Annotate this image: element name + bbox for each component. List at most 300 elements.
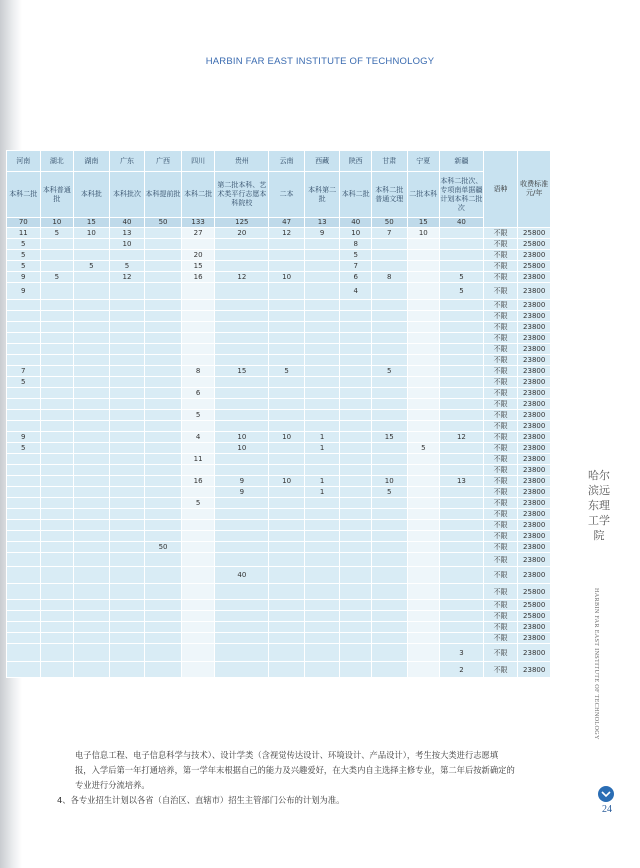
table-cell: [181, 531, 215, 542]
table-cell: [407, 432, 440, 443]
table-cell: [269, 399, 305, 410]
table-cell: [340, 498, 372, 509]
table-cell: 10: [215, 432, 269, 443]
table-cell: [145, 567, 182, 584]
table-cell: 15: [371, 432, 407, 443]
table-cell: [304, 239, 340, 250]
table-cell: [340, 531, 372, 542]
table-cell: [145, 443, 182, 454]
table-row: [7, 366, 551, 377]
table-cell: [74, 567, 110, 584]
table-row: [7, 476, 551, 487]
table-cell: [340, 443, 372, 454]
table-cell: 8: [371, 272, 407, 283]
table-cell: [371, 633, 407, 644]
table-cell: [40, 261, 74, 272]
table-cell: [7, 333, 41, 344]
table-cell: [371, 322, 407, 333]
table-cell: 9: [7, 432, 41, 443]
table-cell: 5: [407, 443, 440, 454]
batch-header: 本科第二批: [304, 172, 340, 218]
language-cell: 不限: [483, 644, 518, 662]
table-cell: [215, 333, 269, 344]
table-cell: [145, 377, 182, 388]
table-cell: [340, 355, 372, 366]
table-cell: [340, 399, 372, 410]
fee-cell: 25800: [518, 611, 551, 622]
table-cell: [7, 567, 41, 584]
table-cell: [304, 531, 340, 542]
table-cell: [269, 410, 305, 421]
table-cell: [440, 228, 484, 239]
table-cell: [407, 611, 440, 622]
table-cell: [340, 377, 372, 388]
table-cell: 8: [340, 239, 372, 250]
table-cell: 4: [181, 432, 215, 443]
table-cell: [215, 542, 269, 553]
table-cell: [74, 498, 110, 509]
language-cell: 不限: [483, 633, 518, 644]
table-cell: 5: [109, 261, 145, 272]
table-cell: [40, 239, 74, 250]
plan-count-cell: 15: [74, 218, 110, 228]
fee-cell: 23800: [518, 622, 551, 633]
table-cell: [269, 567, 305, 584]
table-cell: [145, 611, 182, 622]
table-cell: [109, 553, 145, 567]
table-cell: [269, 333, 305, 344]
table-cell: [40, 584, 74, 600]
table-cell: [145, 283, 182, 300]
table-cell: [407, 322, 440, 333]
table-cell: [407, 421, 440, 432]
language-cell: 不限: [483, 498, 518, 509]
table-cell: [407, 300, 440, 311]
language-cell: 不限: [483, 228, 518, 239]
table-cell: 15: [215, 366, 269, 377]
table-row: [7, 509, 551, 520]
chevron-down-icon: [598, 786, 614, 802]
table-cell: [109, 432, 145, 443]
table-cell: [407, 600, 440, 611]
fee-cell: 23800: [518, 250, 551, 261]
language-cell: 不限: [483, 300, 518, 311]
province-header: 河南: [7, 151, 41, 172]
table-cell: [407, 261, 440, 272]
fee-cell: 25800: [518, 261, 551, 272]
table-cell: [407, 622, 440, 633]
table-cell: [181, 311, 215, 322]
table-cell: [371, 250, 407, 261]
fee-cell: 23800: [518, 410, 551, 421]
table-cell: [7, 355, 41, 366]
batch-header: 本科普通批: [40, 172, 74, 218]
table-cell: [407, 644, 440, 662]
table-cell: [74, 600, 110, 611]
language-cell: 不限: [483, 443, 518, 454]
table-cell: [340, 662, 372, 678]
table-cell: [340, 611, 372, 622]
table-cell: [215, 465, 269, 476]
table-cell: 10: [340, 228, 372, 239]
language-cell: 不限: [483, 421, 518, 432]
table-cell: [145, 399, 182, 410]
table-cell: 6: [340, 272, 372, 283]
plan-count-cell: 40: [440, 218, 484, 228]
table-cell: [181, 542, 215, 553]
table-cell: [74, 388, 110, 399]
table-cell: [181, 662, 215, 678]
language-cell: 不限: [483, 542, 518, 553]
table-cell: [371, 239, 407, 250]
table-row: [7, 228, 551, 239]
table-cell: [40, 421, 74, 432]
table-cell: 5: [7, 377, 41, 388]
fee-cell: 23800: [518, 300, 551, 311]
province-header: 西藏: [304, 151, 340, 172]
table-cell: 5: [181, 410, 215, 421]
table-cell: [74, 333, 110, 344]
language-cell: 不限: [483, 344, 518, 355]
table-cell: [371, 344, 407, 355]
province-header: 陕西: [340, 151, 372, 172]
table-cell: [74, 432, 110, 443]
table-cell: [7, 584, 41, 600]
table-cell: [371, 333, 407, 344]
fee-cell: 23800: [518, 644, 551, 662]
table-row: [7, 600, 551, 611]
table-cell: 7: [371, 228, 407, 239]
table-cell: [40, 322, 74, 333]
table-cell: [215, 421, 269, 432]
table-cell: [40, 250, 74, 261]
table-cell: [269, 531, 305, 542]
table-row: [7, 421, 551, 432]
table-cell: [40, 567, 74, 584]
table-cell: [371, 454, 407, 465]
table-cell: [181, 584, 215, 600]
fee-cell: 23800: [518, 333, 551, 344]
table-cell: [40, 509, 74, 520]
batch-header: 本科批: [74, 172, 110, 218]
table-cell: [340, 311, 372, 322]
table-cell: [74, 509, 110, 520]
table-row: [7, 272, 551, 283]
fee-cell: 23800: [518, 432, 551, 443]
table-cell: [407, 355, 440, 366]
table-cell: [407, 410, 440, 421]
table-cell: [74, 465, 110, 476]
table-cell: [340, 333, 372, 344]
table-cell: [7, 410, 41, 421]
table-cell: [215, 410, 269, 421]
table-cell: [74, 377, 110, 388]
table-cell: [181, 553, 215, 567]
table-cell: [109, 584, 145, 600]
table-cell: [440, 300, 484, 311]
table-cell: [109, 300, 145, 311]
table-cell: [7, 600, 41, 611]
table-row: [7, 283, 551, 300]
language-cell: 不限: [483, 322, 518, 333]
table-cell: [340, 454, 372, 465]
table-cell: [7, 454, 41, 465]
table-cell: [109, 487, 145, 498]
table-cell: [40, 432, 74, 443]
table-cell: [440, 388, 484, 399]
table-cell: [440, 531, 484, 542]
table-row: [7, 388, 551, 399]
table-cell: [181, 567, 215, 584]
table-cell: [371, 465, 407, 476]
table-cell: [7, 531, 41, 542]
batch-header-row: [7, 172, 551, 218]
table-cell: [269, 542, 305, 553]
table-cell: [74, 611, 110, 622]
table-cell: [109, 355, 145, 366]
fee-cell: 23800: [518, 399, 551, 410]
table-cell: [74, 421, 110, 432]
table-cell: [269, 584, 305, 600]
table-cell: [181, 465, 215, 476]
fee-cell: 25800: [518, 600, 551, 611]
table-cell: [407, 388, 440, 399]
table-cell: 7: [7, 366, 41, 377]
table-cell: [440, 311, 484, 322]
table-cell: [181, 622, 215, 633]
table-cell: [340, 509, 372, 520]
table-cell: [407, 366, 440, 377]
table-cell: [181, 333, 215, 344]
table-cell: [269, 622, 305, 633]
language-cell: 不限: [483, 662, 518, 678]
table-cell: [181, 377, 215, 388]
table-row: [7, 520, 551, 531]
fee-cell: 23800: [518, 553, 551, 567]
table-cell: [109, 443, 145, 454]
table-cell: [74, 300, 110, 311]
table-cell: [304, 542, 340, 553]
table-cell: [304, 410, 340, 421]
table-cell: [74, 454, 110, 465]
table-cell: [181, 283, 215, 300]
table-row: [7, 261, 551, 272]
table-cell: 10: [269, 432, 305, 443]
table-cell: [371, 377, 407, 388]
table-cell: [145, 662, 182, 678]
table-cell: [40, 600, 74, 611]
table-cell: [440, 454, 484, 465]
table-cell: [74, 476, 110, 487]
table-cell: [145, 487, 182, 498]
plan-count-cell: 47: [269, 218, 305, 228]
table-cell: [40, 487, 74, 498]
plan-count-cell: 50: [371, 218, 407, 228]
table-cell: [74, 542, 110, 553]
table-cell: [215, 531, 269, 542]
table-cell: [440, 399, 484, 410]
table-cell: [304, 584, 340, 600]
table-cell: [7, 644, 41, 662]
table-cell: [269, 311, 305, 322]
table-cell: [109, 322, 145, 333]
table-cell: [215, 311, 269, 322]
table-cell: [74, 344, 110, 355]
table-cell: [304, 311, 340, 322]
table-cell: [74, 633, 110, 644]
table-cell: [371, 311, 407, 322]
fee-cell: 23800: [518, 520, 551, 531]
fee-cell: 23800: [518, 355, 551, 366]
table-cell: 9: [7, 283, 41, 300]
table-cell: [145, 498, 182, 509]
table-cell: [145, 432, 182, 443]
table-cell: 10: [371, 476, 407, 487]
table-cell: [40, 542, 74, 553]
table-cell: [7, 300, 41, 311]
province-header: 贵州: [215, 151, 269, 172]
province-header: 云南: [269, 151, 305, 172]
table-cell: 12: [215, 272, 269, 283]
table-cell: [269, 443, 305, 454]
batch-header: 二本: [269, 172, 305, 218]
table-cell: [145, 366, 182, 377]
table-cell: [145, 261, 182, 272]
table-cell: [7, 399, 41, 410]
table-cell: [269, 662, 305, 678]
table-cell: [340, 487, 372, 498]
table-cell: [109, 454, 145, 465]
table-cell: [7, 622, 41, 633]
table-cell: [145, 600, 182, 611]
table-cell: [304, 567, 340, 584]
table-cell: [74, 443, 110, 454]
table-cell: [40, 498, 74, 509]
language-cell: 不限: [483, 584, 518, 600]
table-cell: [40, 611, 74, 622]
note-line: 4、各专业招生计划以各省（自治区、直辖市）招生主管部门公布的计划为准。: [57, 795, 345, 805]
table-cell: [407, 633, 440, 644]
table-cell: 5: [440, 272, 484, 283]
table-cell: [145, 520, 182, 531]
table-cell: [181, 300, 215, 311]
table-cell: [40, 553, 74, 567]
table-cell: [304, 600, 340, 611]
table-cell: [181, 520, 215, 531]
table-cell: [269, 509, 305, 520]
table-cell: [145, 633, 182, 644]
fee-cell: 23800: [518, 487, 551, 498]
table-cell: [109, 283, 145, 300]
table-cell: [304, 388, 340, 399]
table-row: [7, 311, 551, 322]
fee-cell: 25800: [518, 228, 551, 239]
language-cell: 不限: [483, 454, 518, 465]
table-cell: [304, 465, 340, 476]
table-cell: [181, 239, 215, 250]
table-cell: [440, 509, 484, 520]
table-cell: [40, 388, 74, 399]
table-cell: [74, 584, 110, 600]
language-cell: 不限: [483, 410, 518, 421]
table-cell: [440, 421, 484, 432]
table-cell: [269, 633, 305, 644]
sidebar-school-name-cn: 哈尔滨远东理工学院: [588, 469, 610, 542]
table-cell: 5: [40, 228, 74, 239]
table-cell: [7, 421, 41, 432]
table-cell: [440, 250, 484, 261]
table-cell: [145, 476, 182, 487]
table-cell: [7, 344, 41, 355]
table-cell: [304, 272, 340, 283]
table-cell: [109, 531, 145, 542]
table-cell: [440, 600, 484, 611]
table-cell: 10: [74, 228, 110, 239]
table-cell: 1: [304, 443, 340, 454]
batch-header: 第二批本科、艺术类平行志愿本科院校: [215, 172, 269, 218]
table-cell: [340, 465, 372, 476]
table-cell: [215, 520, 269, 531]
table-cell: [215, 662, 269, 678]
table-cell: [407, 344, 440, 355]
fee-cell: 23800: [518, 465, 551, 476]
table-row: [7, 454, 551, 465]
language-cell: 不限: [483, 261, 518, 272]
table-cell: [304, 377, 340, 388]
table-cell: [269, 611, 305, 622]
table-cell: [440, 366, 484, 377]
plan-count-cell: 70: [7, 218, 41, 228]
table-cell: [407, 498, 440, 509]
table-cell: [7, 465, 41, 476]
table-cell: 5: [181, 498, 215, 509]
table-cell: [40, 520, 74, 531]
table-cell: [440, 465, 484, 476]
table-cell: [407, 311, 440, 322]
table-cell: [109, 344, 145, 355]
enrollment-plan-table: [6, 150, 551, 678]
table-cell: [215, 377, 269, 388]
table-cell: [7, 476, 41, 487]
table-cell: [145, 421, 182, 432]
table-cell: [269, 355, 305, 366]
table-cell: [145, 333, 182, 344]
language-cell: 不限: [483, 465, 518, 476]
fee-cell: 25800: [518, 239, 551, 250]
table-cell: [109, 542, 145, 553]
fee-cell: 23800: [518, 272, 551, 283]
batch-header: 本科二批普通文理: [371, 172, 407, 218]
table-cell: 20: [181, 250, 215, 261]
table-cell: [371, 662, 407, 678]
table-cell: [40, 344, 74, 355]
language-cell: 不限: [483, 432, 518, 443]
batch-header: 本科二批: [7, 172, 41, 218]
table-cell: [304, 509, 340, 520]
table-cell: 50: [145, 542, 182, 553]
table-cell: [215, 509, 269, 520]
table-cell: [215, 584, 269, 600]
table-cell: [181, 399, 215, 410]
table-cell: [340, 644, 372, 662]
table-cell: [304, 553, 340, 567]
table-cell: [215, 322, 269, 333]
table-cell: [407, 567, 440, 584]
table-cell: [215, 250, 269, 261]
table-cell: [145, 509, 182, 520]
table-cell: [304, 322, 340, 333]
table-cell: [269, 300, 305, 311]
